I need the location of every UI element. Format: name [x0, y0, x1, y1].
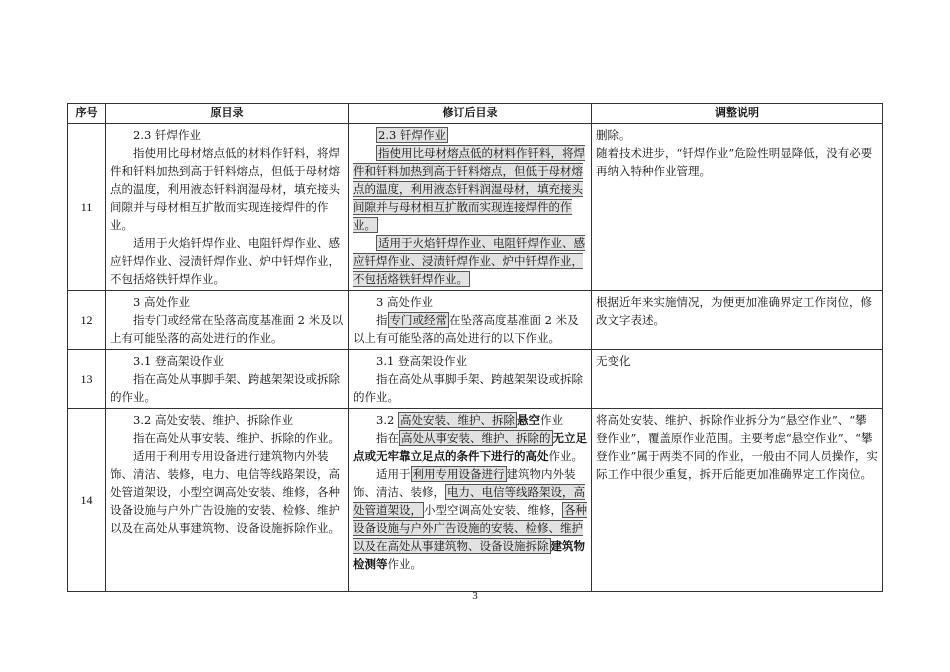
- original-definition: 指在高处从事脚手架、跨越架架设或拆除的作业。: [110, 372, 340, 404]
- revised-definition: 指在 高处从事安装、维护、拆除的 无立足点或无牢靠立足点的条件下进行的高处作业。: [353, 431, 587, 463]
- original-title: 3 高处作业: [133, 295, 190, 309]
- original-cell: [106, 409, 349, 592]
- header-revised: 修订后目录: [349, 104, 592, 124]
- revised-highlight: 高处安装、维护、拆除: [399, 413, 515, 427]
- header-original: 原目录: [106, 104, 349, 124]
- note-cell: 无变化: [592, 350, 883, 409]
- deleted-scope: 适用于火焰钎焊作业、电阻钎焊作业、感应钎焊作业、浸渍钎焊作业、炉中钎焊作业，不包括烙铁钎焊作业。: [353, 236, 585, 286]
- row-index: 11: [68, 124, 106, 291]
- revised-highlight: 利用专用设备进行: [412, 467, 505, 481]
- row-index: 12: [68, 291, 106, 350]
- deleted-title: 2.3 钎焊作业: [378, 128, 446, 142]
- note-line: 随着技术进步，“钎焊作业”危险性明显降低，没有必要再纳入特种作业管理。: [596, 146, 873, 178]
- table-row: [68, 350, 883, 409]
- table-header-row: [68, 104, 883, 124]
- revised-inserted-text: 无立足点或无牢靠立足点的条件下进行的高处: [353, 431, 587, 463]
- revised-title: 3 高处作业: [376, 295, 433, 309]
- revised-highlight: 专门或经常: [389, 313, 447, 327]
- note-cell: 根据近年来实施情况，为便更加准确界定工作岗位，修改文字表述。: [592, 291, 883, 350]
- revised-title: 3.1 登高架设作业: [376, 354, 467, 368]
- original-cell: [106, 124, 349, 291]
- original-title: 3.1 登高架设作业: [133, 354, 224, 368]
- revised-highlight: 电力、电信等线路架设，高处管道架设，: [353, 485, 585, 517]
- revised-cell: [349, 409, 592, 592]
- revised-cell: [349, 350, 592, 409]
- revised-title: 3.2 高处安装、维护、拆除 悬空作业: [376, 413, 563, 427]
- revised-cell: [349, 124, 592, 291]
- note-cell: [592, 124, 883, 291]
- revised-highlight: 各种设备设施与户外广告设施的安装、检修、维护以及在高处从事建筑物、设备设施拆除: [353, 503, 587, 553]
- deleted-definition: 指使用比母材熔点低的材料作钎料，将焊件和钎料加热到高于钎料熔点，但低于母材熔点的温度，利用液态钎料润湿母材，填充接头间隙并与母材相互扩散而实现连接焊件的作业。: [353, 146, 585, 232]
- revised-definition: 指在高处从事脚手架、跨越架架设或拆除的作业。: [353, 372, 583, 404]
- row-index: 14: [68, 409, 106, 592]
- original-scope: 适用于火焰钎焊作业、电阻钎焊作业、感应钎焊作业、浸渍钎焊作业、炉中钎焊作业，不包括烙铁钎焊作业。: [110, 236, 340, 286]
- header-index: 序号: [68, 104, 106, 124]
- original-cell: [106, 291, 349, 350]
- original-definition: 指专门或经常在坠落高度基准面 2 米及以上有可能坠落的高处进行的作业。: [110, 313, 344, 345]
- original-cell: [106, 350, 349, 409]
- original-title: 2.3 钎焊作业: [133, 128, 201, 142]
- revised-inserted-text: 建筑物检测等: [353, 539, 585, 571]
- table-row: [68, 291, 883, 350]
- note-cell: 将高处安装、维护、拆除作业拆分为“悬空作业”、“攀登作业”，覆盖原作业范围。主要考虑“悬空作业”、“攀登作业”属于两类不同的作业，一般由不同人员操作，实际工作中很少重复，拆开后能更加准确界定工作岗位。: [592, 409, 883, 592]
- revised-definition: 指 专门或经常 在坠落高度基准面 2 米及以上有可能坠落的高处进行的以下作业。: [353, 313, 579, 345]
- page-number: 3: [472, 590, 478, 602]
- original-definition: 指使用比母材熔点低的材料作钎料，将焊件和钎料加热到高于钎料熔点，但低于母材熔点的温度，利用液态钎料润湿母材，填充接头间隙并与母材相互扩散而实现连接焊件的作业。: [110, 146, 340, 232]
- revised-scope: 适用于 利用专用设备进行 建筑物内外装饰、清洁、装修， 电力、电信等线路架设，高处管道架设， 小型空调高处安装、维修， 各种设备设施与户外广告设施的安装、检修、维护以及在高处从事建筑物、设备设施拆除 建筑物检测等作业。: [353, 467, 587, 571]
- catalog-revision-table: [67, 103, 883, 592]
- original-scope: 适用于利用专用设备进行建筑物内外装饰、清洁、装修，电力、电信等线路架设，高处管道架设，小型空调高处安装、维修，各种设备设施与户外广告设施的安装、检修、维护以及在高处从事建筑物、设备设施拆除作业。: [110, 449, 340, 535]
- revised-highlight: 高处从事安装、维护、拆除的: [401, 431, 551, 445]
- table-row: [68, 124, 883, 291]
- original-definition: 指在高处从事安装、维护、拆除的作业。: [133, 431, 340, 445]
- header-note: 调整说明: [592, 104, 883, 124]
- note-line: 删除。: [596, 128, 631, 142]
- revised-inserted-text: 悬空: [516, 413, 540, 427]
- table-row: [68, 409, 883, 592]
- row-index: 13: [68, 350, 106, 409]
- revised-cell: [349, 291, 592, 350]
- original-title: 3.2 高处安装、维护、拆除作业: [133, 413, 293, 427]
